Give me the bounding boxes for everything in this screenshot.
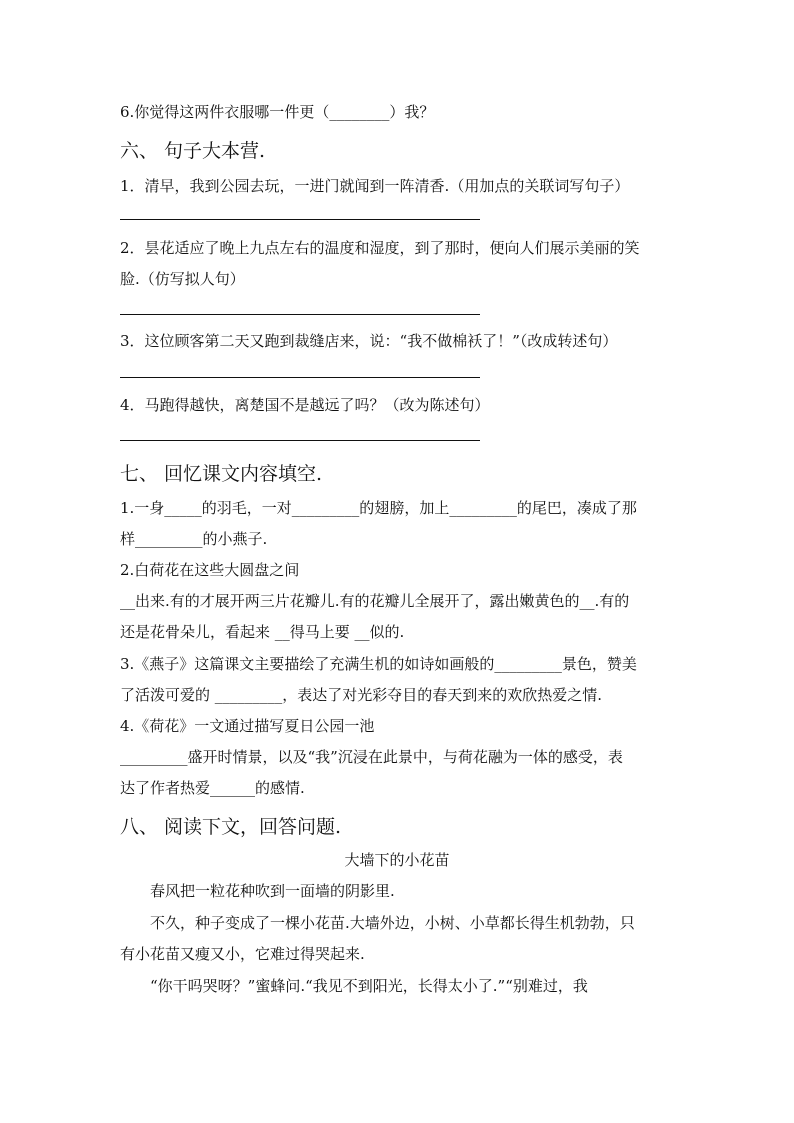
section-6-q1: 1．清早，我到公园去玩，一进门就闻到一阵清香.（用加点的关联词写句子） (120, 177, 630, 195)
story-title: 大墙下的小花苗 (344, 851, 450, 869)
section-6-heading: 六、 句子大本营. (120, 140, 266, 162)
section-7-item2-line2: __出来.有的才展开两三片花瓣儿.有的花瓣儿全展开了，露出嫩黄色的__.有的 (120, 592, 630, 610)
section-6-q3: 3．这位顾客第二天又跑到裁缝店来，说：“我不做棉袄了！”（改成转述句） (120, 332, 618, 350)
section-7-item2-line1: 2.白荷花在这些大圆盘之间 (120, 561, 300, 579)
answer-line-6-3[interactable] (120, 377, 480, 378)
question-6: 6.你觉得这两件衣服哪一件更（________）我？ (120, 103, 435, 121)
section-7-item1-line2: 样_________的小燕子. (120, 530, 268, 548)
section-7-item3-line1: 3.《燕子》这篇课文主要描绘了充满生机的如诗如画般的_________景色，赞美 (120, 655, 637, 673)
answer-line-6-4[interactable] (120, 440, 480, 441)
story-paragraph-2-line2: 有小花苗又瘦又小，它难过得哭起来. (120, 945, 365, 963)
story-paragraph-2-line1: 不久，种子变成了一棵小花苗.大墙外边，小树、小草都长得生机勃勃，只 (150, 914, 635, 932)
section-7-item1-line1: 1.一身_____的羽毛，一对_________的翅膀，加上_________的尾巴，凑成了那 (120, 499, 637, 517)
section-7-item4-line3: 达了作者热爱______的感情. (120, 779, 305, 797)
section-7-item4-line1: 4.《荷花》一文通过描写夏日公园一池 (120, 717, 375, 735)
section-7-heading: 七、 回忆课文内容填空. (120, 463, 323, 485)
section-6-q2-line2: 脸.（仿写拟人句） (120, 270, 245, 288)
section-8-heading: 八、 阅读下文，回答问题. (120, 816, 342, 838)
section-7-item2-line3: 还是花骨朵儿，看起来 __得马上要 __似的. (120, 623, 405, 641)
section-6-q4: 4．马跑得越快，离楚国不是越远了吗？（改为陈述句） (120, 396, 490, 414)
section-7-item4-line2: _________盛开时情景，以及“我”沉浸在此景中，与荷花融为一体的感受，表 (120, 748, 623, 766)
answer-line-6-1[interactable] (120, 219, 480, 220)
story-paragraph-3-line1: “你干吗哭呀？”蜜蜂问.“我见不到阳光，长得太小了.”“别难过，我 (150, 977, 588, 995)
section-7-item3-line2: 了活泼可爱的 _________，表达了对光彩夺目的春天到来的欢欣热爱之情. (120, 686, 603, 704)
section-6-q2-line1: 2．昙花适应了晚上九点左右的温度和湿度，到了那时，便向人们展示美丽的笑 (120, 239, 640, 257)
answer-line-6-2[interactable] (120, 314, 480, 315)
story-paragraph-1: 春风把一粒花种吹到一面墙的阴影里. (150, 882, 395, 900)
